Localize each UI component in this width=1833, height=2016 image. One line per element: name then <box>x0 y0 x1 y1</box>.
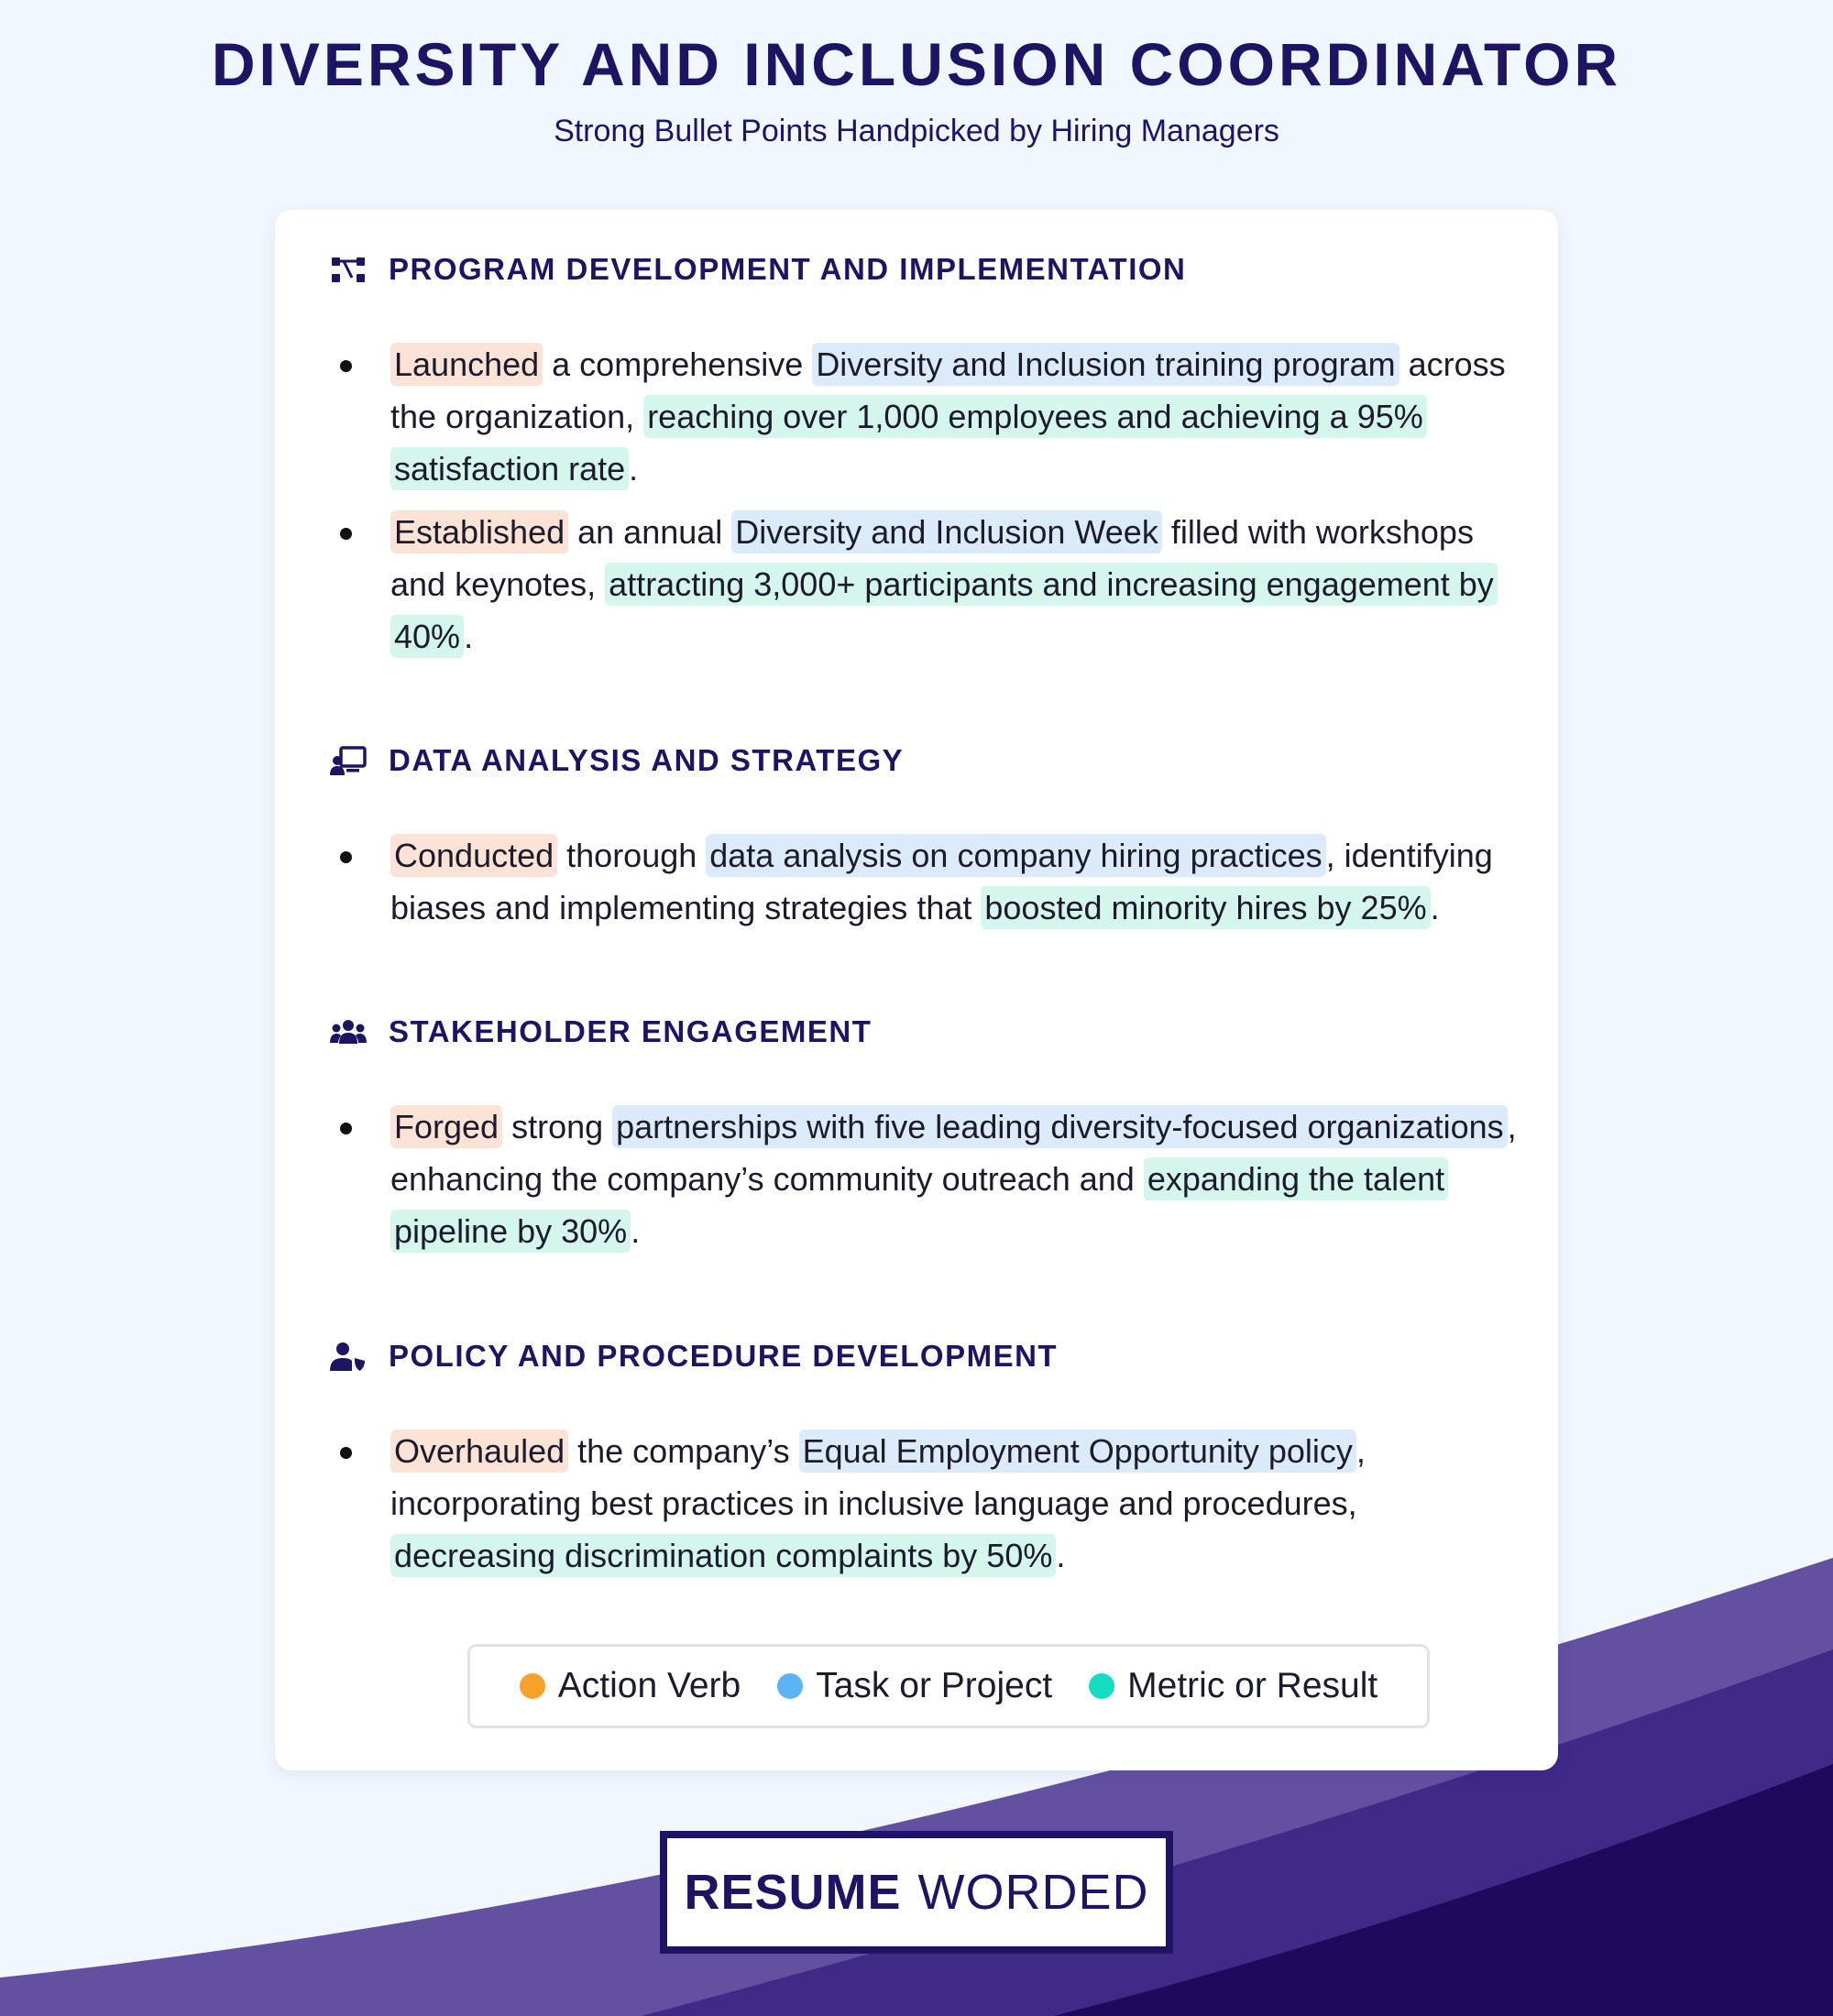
users-icon <box>330 1016 367 1047</box>
section-title: POLICY AND PROCEDURE DEVELOPMENT <box>389 1339 1059 1373</box>
legend-label: Action Verb <box>557 1666 741 1705</box>
legend-dot-teal <box>1089 1673 1114 1699</box>
legend-dot-blue <box>777 1673 803 1699</box>
section-title: STAKEHOLDER ENGAGEMENT <box>389 1014 873 1048</box>
bullet-list <box>330 1101 1521 1257</box>
task-or-project: data analysis on company hiring practices <box>706 834 1325 877</box>
section-stakeholder-engagement <box>330 1009 1521 1268</box>
section-data-analysis <box>330 738 1521 945</box>
highlight-legend <box>467 1644 1430 1728</box>
bullet-points-card <box>275 210 1558 1770</box>
action-verb: Overhauled <box>390 1430 568 1473</box>
section-header <box>330 1009 1521 1055</box>
bullet-text: filled with workshops and keynotes, <box>390 513 1474 603</box>
bullet-text: . <box>1056 1537 1066 1574</box>
bullet-text: . <box>464 618 474 655</box>
logo-text-light: WORDED <box>917 1865 1149 1920</box>
task-or-project: Equal Employment Opportunity policy <box>799 1430 1356 1473</box>
task-or-project: Diversity and Inclusion Week <box>731 510 1162 553</box>
bullet-text: , incorporating best practices in inclusive language and procedures, <box>390 1432 1366 1522</box>
presentation-icon <box>330 745 367 776</box>
bullet-text: across the organization, <box>390 345 1506 435</box>
section-header <box>330 247 1521 292</box>
action-verb: Forged <box>390 1105 502 1148</box>
workflow-icon <box>330 254 367 285</box>
metric-or-result: expanding the talent pipeline by 30% <box>390 1157 1448 1253</box>
bullet-text: a comprehensive <box>543 345 813 383</box>
legend-label: Task or Project <box>816 1666 1053 1705</box>
bullet-text: , identifying biases and implementing strategies that <box>390 837 1493 926</box>
section-title: DATA ANALYSIS AND STRATEGY <box>389 743 905 777</box>
action-verb: Established <box>390 510 568 553</box>
metric-or-result: decreasing discrimination complaints by 50% <box>390 1534 1056 1577</box>
bullet-item <box>330 506 1521 663</box>
bullet-item <box>330 338 1521 495</box>
action-verb: Launched <box>390 343 543 386</box>
page-title: DIVERSITY AND INCLUSION COORDINATOR <box>211 30 1622 98</box>
resume-worded-logo[interactable] <box>660 1831 1173 1954</box>
bullet-list <box>330 1425 1521 1582</box>
section-policy-development <box>330 1333 1521 1593</box>
metric-or-result: attracting 3,000+ participants and increasing engagement by 40% <box>390 563 1498 658</box>
bullet-text: strong <box>502 1108 613 1145</box>
bullet-text: . <box>631 1212 641 1250</box>
bullet-text: thorough <box>557 837 707 874</box>
page-subtitle: Strong Bullet Points Handpicked by Hiring Managers <box>554 114 1279 148</box>
task-or-project: Diversity and Inclusion training program <box>812 343 1399 386</box>
task-or-project: partnerships with five leading diversity-focused organizations <box>612 1105 1508 1148</box>
logo-text-bold: RESUME <box>684 1865 902 1920</box>
metric-or-result: reaching over 1,000 employees and achieving a 95% satisfaction rate <box>390 395 1427 490</box>
legend-item-task-or-project <box>777 1666 1052 1706</box>
legend-item-metric-or-result <box>1089 1666 1377 1706</box>
section-header <box>330 738 1521 783</box>
user-shield-icon <box>330 1341 367 1372</box>
bullet-text: . <box>1430 889 1440 926</box>
section-program-development <box>330 247 1521 674</box>
legend-item-action-verb <box>520 1666 741 1706</box>
bullet-text: , enhancing the company’s community outreach and <box>390 1108 1517 1198</box>
bullet-text: the company’s <box>568 1432 799 1470</box>
bullet-list <box>330 829 1521 934</box>
bullet-item <box>330 829 1521 934</box>
bullet-item <box>330 1425 1521 1582</box>
bullet-text: an annual <box>568 513 732 551</box>
action-verb: Conducted <box>390 834 557 877</box>
section-header <box>330 1333 1521 1379</box>
metric-or-result: boosted minority hires by 25% <box>981 886 1430 929</box>
legend-label: Metric or Result <box>1127 1666 1378 1705</box>
bullet-text: . <box>629 450 639 488</box>
bullet-item <box>330 1101 1521 1257</box>
legend-dot-orange <box>520 1673 545 1699</box>
bullet-list <box>330 338 1521 663</box>
section-title: PROGRAM DEVELOPMENT AND IMPLEMENTATION <box>389 252 1187 286</box>
